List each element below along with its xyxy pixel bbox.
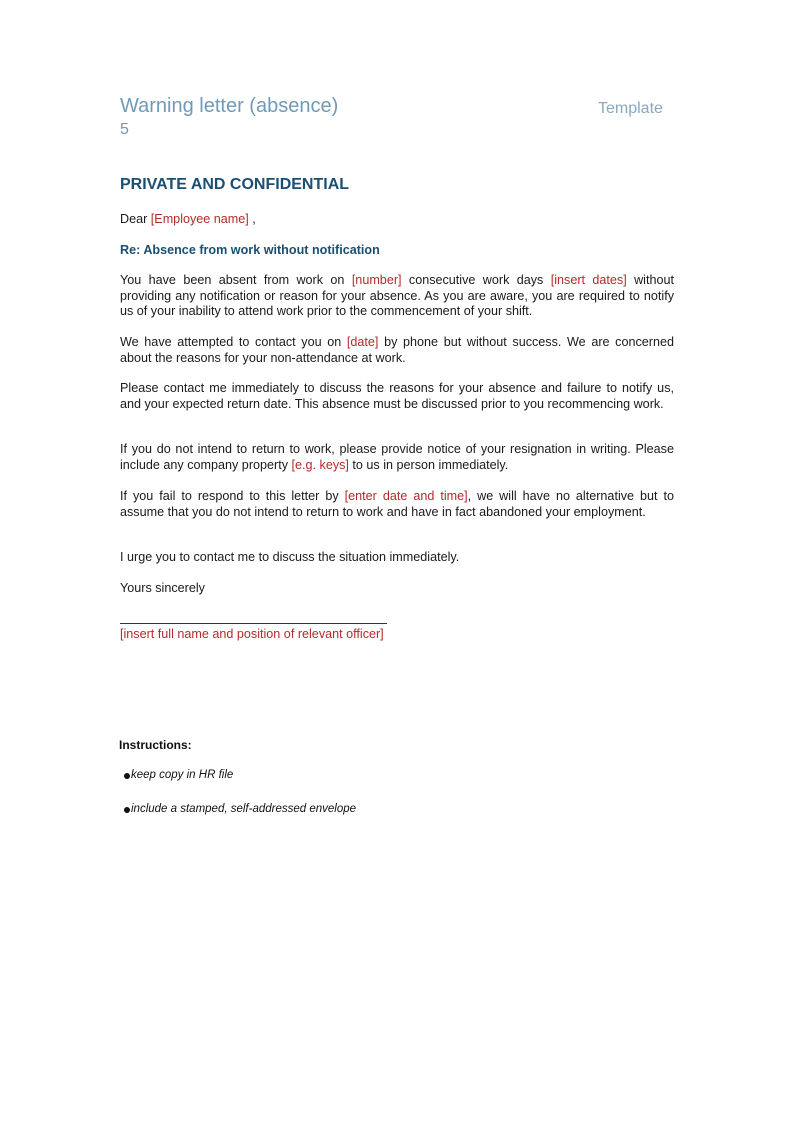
bullet-icon: [124, 773, 130, 779]
instruction-item: keep copy in HR file: [124, 769, 233, 781]
number-placeholder: [number]: [351, 273, 402, 287]
paragraph-resignation: If you do not intend to return to work, please provide notice of your resignation in writing. Please include any company property [e.g. keys] to us in person immediately.: [120, 442, 674, 472]
bullet-icon: [124, 807, 130, 813]
paragraph-contact-attempt: We have attempted to contact you on [date] by phone but without success. We are concerned about the reasons for your non-attendance at work.: [120, 335, 674, 365]
property-placeholder: [e.g. keys]: [291, 457, 349, 472]
deadline-placeholder: [enter date and time]: [344, 489, 468, 503]
signature-name-placeholder: [insert full name and position of relevant officer]: [120, 627, 384, 641]
template-number: 5: [120, 121, 129, 138]
salutation: Dear [Employee name] ,: [120, 212, 256, 226]
dates-placeholder: [insert dates]: [550, 273, 627, 287]
paragraph-fail-respond: If you fail to respond to this letter by [enter date and time], we will have no alternative but to assume that you do not intend to return to work and have in fact abandoned your employment.: [120, 489, 675, 519]
closing: Yours sincerely: [120, 581, 205, 595]
paragraph-absence: You have been absent from work on [number] consecutive work days [insert dates] without providing any notification or reason for your absence. As you are aware, you are required to notify us of your inability to attend work prior to the commencement of your shift.: [120, 273, 674, 318]
date-placeholder: [date]: [346, 335, 379, 349]
employee-name-placeholder: [Employee name]: [150, 212, 249, 226]
signature-line: [120, 623, 387, 624]
template-label: Template: [598, 100, 663, 117]
paragraph-urge: I urge you to contact me to discuss the situation immediately.: [120, 550, 460, 564]
instructions-heading: Instructions:: [119, 738, 192, 752]
subject-line: Re: Absence from work without notification: [120, 243, 380, 257]
confidential-heading: PRIVATE AND CONFIDENTIAL: [120, 176, 350, 193]
instruction-item: include a stamped, self-addressed envelope: [124, 803, 356, 815]
document-title: Warning letter (absence): [120, 95, 339, 117]
paragraph-contact-me: Please contact me immediately to discuss the reasons for your absence and failure to notify us, and your expected return date. This absence must be discussed prior to you recommencing work.: [120, 381, 674, 411]
